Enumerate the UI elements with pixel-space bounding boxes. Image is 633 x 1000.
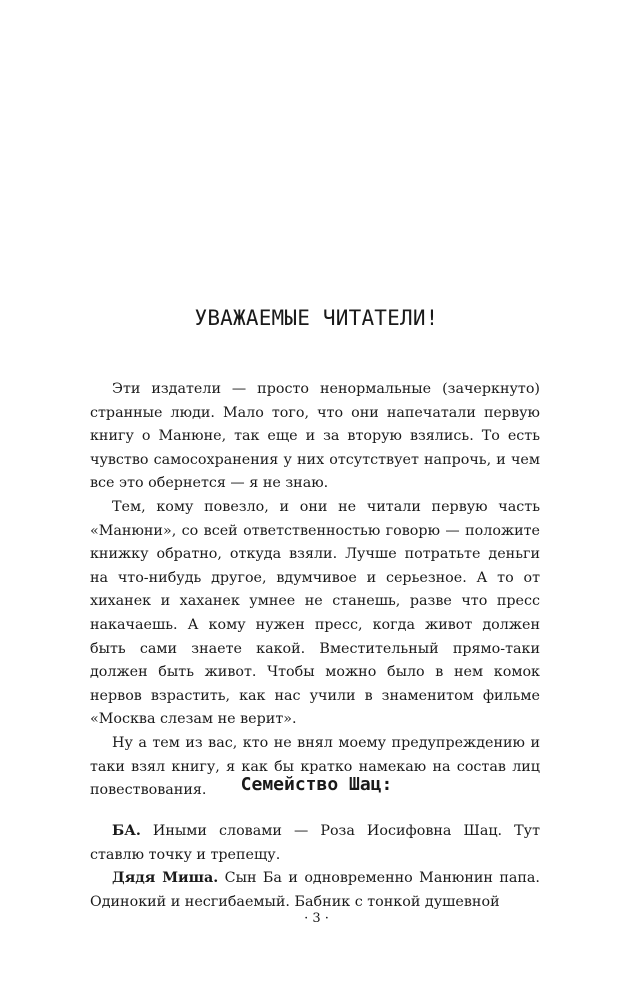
family-list [90, 820, 540, 914]
family-entry [90, 867, 540, 914]
family-entry [90, 820, 540, 867]
intro-paragraph: Ну а тем из вас, кто не внял моему предупреждению и таки взял книгу, я как бы кратко намекаю на состав лиц повествования. [90, 734, 540, 799]
page-title: УВАЖАЕМЫЕ ЧИТАТЕЛИ! [194, 306, 439, 330]
character-name: БА. [112, 823, 141, 839]
intro-paragraph: Тем, кому повезло, и они не читали первую часть «Манюни», со всей ответственностью говорю — положите книжку обратно, откуда взяли. Лучше потратьте деньги на что-нибудь другое, вдумчивое и серьезное. А то от хиханек и хаханек умнее не станешь, разве что пресс накачаешь. А кому нужен пресс, когда живот должен быть сами знаете какой. Вместительный прямо-таки должен быть живот. Чтобы можно было в нем комок нервов взрастить, как нас учили в знаменитом фильме «Москва слезам не верит». [90, 498, 540, 728]
character-name: Дядя Миша. [112, 870, 219, 887]
section-heading: Семейство Шац: [240, 774, 393, 795]
page-number: · 3 · [304, 911, 329, 926]
character-description: Сын Ба и одновременно Манюнин папа. Одинокий и несгибаемый. Бабник с тонкой душевной [90, 870, 540, 910]
intro-paragraph: Эти издатели — просто ненормальные (зачеркнуто) странные люди. Мало того, что они напечатали первую книгу о Манюне, так еще и за вторую взялись. То есть чувство самосохранения у них отсутствует напрочь, и чем все это обернется — я не знаю. [90, 381, 540, 492]
intro-text [90, 378, 540, 803]
character-description: Иными словами — Роза Иосифовна Шац. Тут ставлю точку и трепещу. [90, 823, 540, 863]
